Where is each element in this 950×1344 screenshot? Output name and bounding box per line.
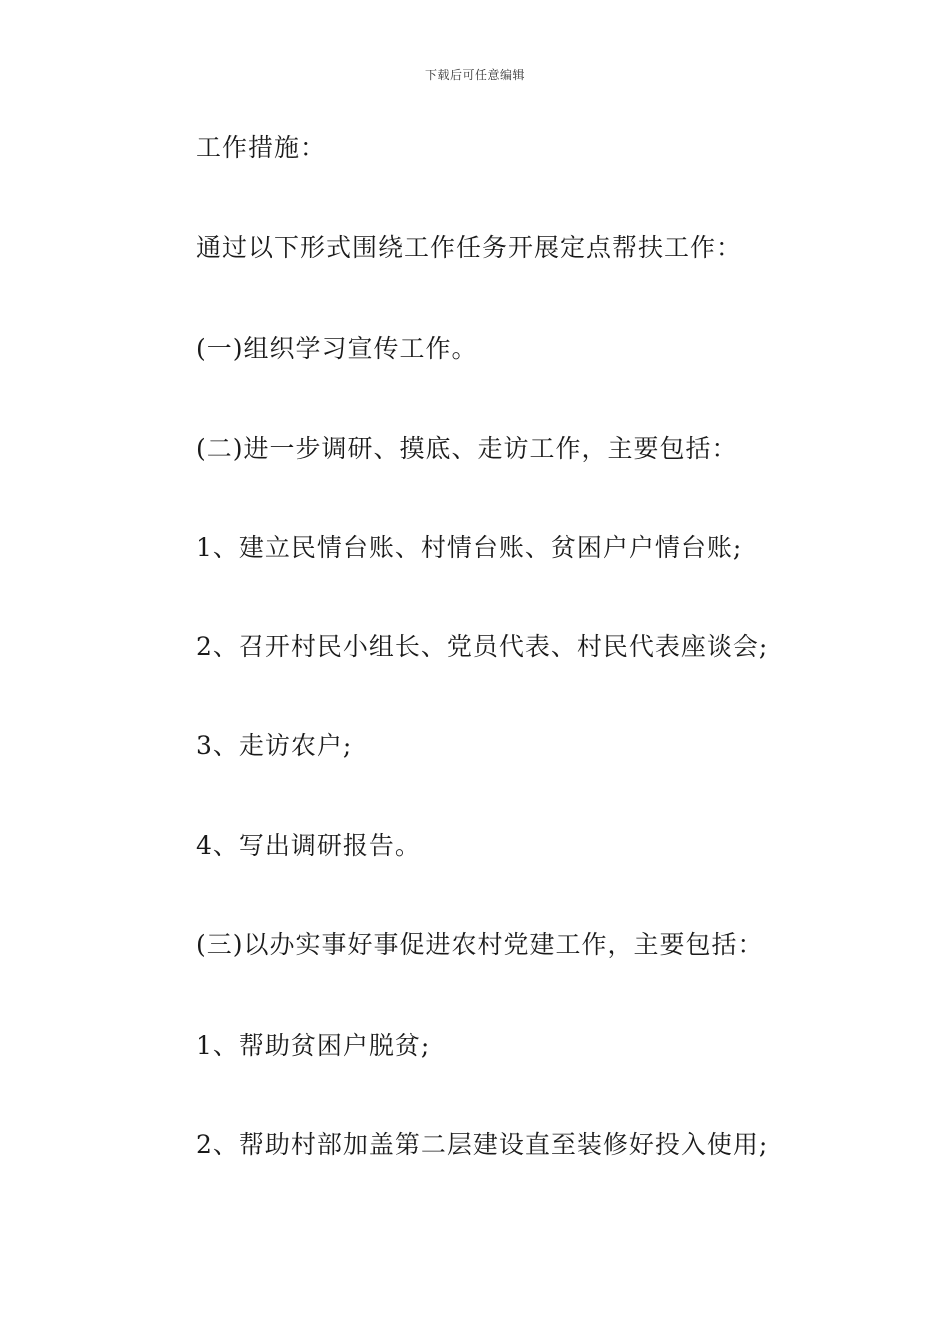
page-header-note: 下载后可任意编辑 (424, 68, 525, 82)
subsection-heading: (一)组织学习宣传工作。 (196, 334, 478, 363)
list-item: 1、建立民情台账、村情台账、贫困户户情台账; (196, 533, 743, 562)
subsection-heading: (三)以办实事好事促进农村党建工作，主要包括： (196, 930, 764, 959)
section-heading: 工作措施： (196, 133, 327, 162)
list-item: 4、写出调研报告。 (196, 831, 421, 860)
list-item: 2、召开村民小组长、党员代表、村民代表座谈会; (196, 632, 769, 661)
list-item: 1、帮助贫困户脱贫; (196, 1031, 431, 1060)
list-item: 2、帮助村部加盖第二层建设直至装修好投入使用; (196, 1130, 769, 1159)
list-item: 3、走访农户; (196, 731, 353, 760)
subsection-heading: (二)进一步调研、摸底、走访工作，主要包括： (196, 434, 738, 463)
paragraph-line: 通过以下形式围绕工作任务开展定点帮扶工作： (196, 233, 743, 262)
